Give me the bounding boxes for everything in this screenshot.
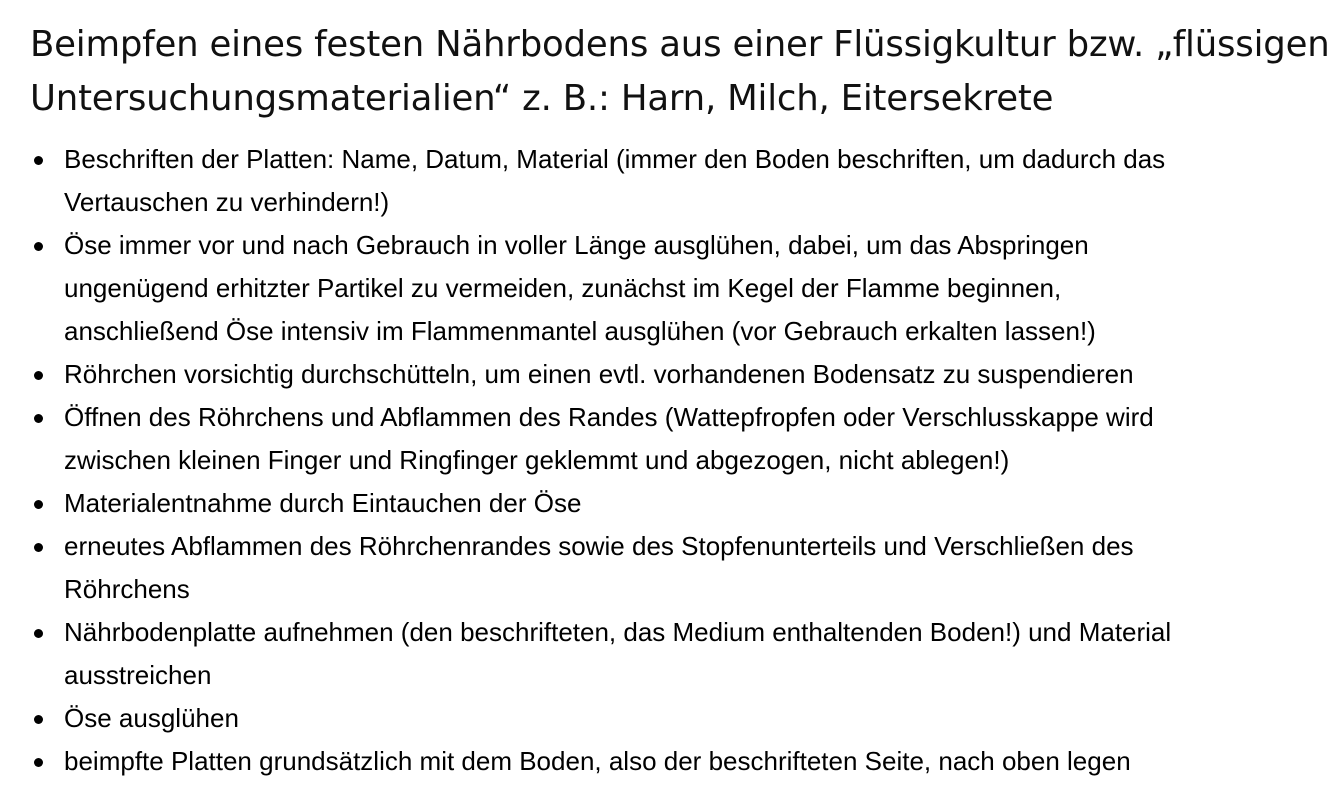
list-item-line: Röhrchen vorsichtig durchschütteln, um einen evtl. vorhandenen Bodensatz zu suspendieren: [64, 359, 1134, 389]
list-item: [30, 396, 1320, 482]
list-item: [30, 353, 1320, 396]
title-line: Untersuchungsmaterialien“ z. B.: Harn, Milch, Eitersekrete: [30, 78, 1054, 119]
list-item-line: Öffnen des Röhrchens und Abflammen des Randes (Wattepfropfen oder Verschlusskappe wird: [64, 402, 1154, 432]
list-item-text: [64, 224, 1320, 353]
list-item: [30, 525, 1320, 611]
list-item-text: [64, 611, 1320, 697]
bullet-icon: [34, 371, 43, 380]
bullet-icon: [34, 543, 43, 552]
list-item-line: Öse immer vor und nach Gebrauch in voller Länge ausglühen, dabei, um das Abspringen: [64, 230, 1089, 260]
procedure-list: [30, 138, 1320, 783]
list-item-line: ausstreichen: [64, 660, 212, 690]
list-item-line: erneutes Abflammen des Röhrchenrandes sowie des Stopfenunterteils und Verschließen des: [64, 531, 1134, 561]
list-item-line: zwischen kleinen Finger und Ringfinger geklemmt und abgezogen, nicht ablegen!): [64, 445, 1010, 475]
list-item-text: [64, 396, 1320, 482]
title-line: Beimpfen eines festen Nährbodens aus einer Flüssigkultur bzw. „flüssigen: [30, 24, 1330, 65]
bullet-icon: [34, 156, 43, 165]
document: [30, 18, 1330, 783]
list-item: [30, 697, 1320, 740]
list-item: [30, 611, 1320, 697]
bullet-icon: [34, 414, 43, 423]
list-item-text: [64, 740, 1320, 783]
list-item: [30, 138, 1320, 224]
bullet-icon: [34, 500, 43, 509]
list-item: [30, 482, 1320, 525]
bullet-icon: [34, 629, 43, 638]
list-item-text: [64, 482, 1320, 525]
bullet-icon: [34, 715, 43, 724]
list-item-line: Materialentnahme durch Eintauchen der Öse: [64, 488, 582, 518]
page-title: [30, 18, 1330, 126]
list-item-line: Röhrchens: [64, 574, 190, 604]
bullet-icon: [34, 758, 43, 767]
list-item-line: Nährbodenplatte aufnehmen (den beschrifteten, das Medium enthaltenden Boden!) und Material: [64, 617, 1172, 647]
bullet-icon: [34, 242, 43, 251]
list-item-line: Öse ausglühen: [64, 703, 239, 733]
list-item: [30, 740, 1320, 783]
list-item-line: Vertauschen zu verhindern!): [64, 187, 390, 217]
list-item-text: [64, 525, 1320, 611]
list-item-line: Beschriften der Platten: Name, Datum, Material (immer den Boden beschriften, um dadurch das: [64, 144, 1166, 174]
list-item-text: [64, 697, 1320, 740]
list-item-line: beimpfte Platten grundsätzlich mit dem Boden, also der beschrifteten Seite, nach oben legen: [64, 746, 1131, 776]
list-item-line: anschließend Öse intensiv im Flammenmantel ausglühen (vor Gebrauch erkalten lassen!): [64, 316, 1096, 346]
list-item-line: ungenügend erhitzter Partikel zu vermeiden, zunächst im Kegel der Flamme beginnen,: [64, 273, 1062, 303]
list-item-text: [64, 353, 1320, 396]
list-item: [30, 224, 1320, 353]
list-item-text: [64, 138, 1320, 224]
